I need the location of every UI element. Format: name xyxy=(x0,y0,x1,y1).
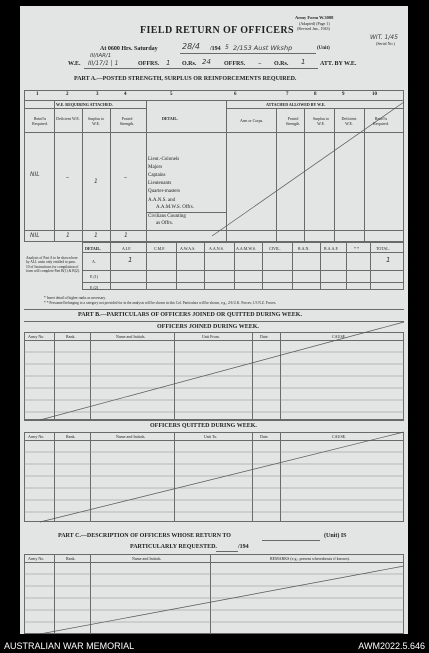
part-c-date-tail: /194 xyxy=(238,544,249,550)
detail-header: DETAIL. xyxy=(162,116,179,121)
part-c-unit-label: (Unit) IS xyxy=(324,533,347,539)
analysis-col-aamws: A.A.M.W.S. xyxy=(236,246,256,251)
ruling-and-diagonals xyxy=(20,6,408,634)
deficient-value: – xyxy=(66,174,69,181)
quitted-col-army-no: Army No. xyxy=(28,434,45,439)
col-number-8: 8 xyxy=(314,92,317,97)
subhead-deficient-right: Deficient W.E. xyxy=(341,116,357,126)
ors-value: 24 xyxy=(202,58,211,66)
joined-col-cause: CAUSE. xyxy=(332,334,347,339)
unit-value: 2/153 Aust Wkshp xyxy=(233,44,293,52)
subhead-surplus: Surplus to W.E. xyxy=(87,116,105,126)
analysis-col-aans: A.A.N.S. xyxy=(209,246,224,251)
quitted-col-cause: CAUSE. xyxy=(332,434,347,439)
quitted-col-date: Date. xyxy=(260,434,269,439)
we-value2: III/IAR/1 xyxy=(90,53,112,59)
joined-col-unit-from: Unit From. xyxy=(202,334,220,339)
posted-value: – xyxy=(124,174,127,181)
subhead-posted-strength: Posted Strength. xyxy=(119,116,135,126)
col-number-7: 7 xyxy=(286,92,289,97)
subhead-arm-corps: Arm or Corps. xyxy=(240,118,264,123)
part-c-col-rank: Rank. xyxy=(66,556,76,561)
joined-col-rank: Rank. xyxy=(66,334,76,339)
form-title: FIELD RETURN OF OFFICERS xyxy=(140,25,294,36)
col-number-9: 9 xyxy=(342,92,345,97)
subhead-surplus-right: Surplus to W.E. xyxy=(312,116,330,126)
form-sheet xyxy=(20,6,408,634)
part-a-title: PART A.—POSTED STRENGTH, SURPLUS OR REINFORCEMENTS REQUIRED. xyxy=(74,76,297,82)
footer-right: AWM2022.5.646 xyxy=(358,641,425,651)
quitted-col-rank: Rank. xyxy=(66,434,76,439)
rank-aamws: A.A.M.W.S. Offrs. xyxy=(156,205,194,210)
quitted-col-name: Name and Initials. xyxy=(116,434,146,439)
col-number-10: 10 xyxy=(372,92,377,97)
rank-aans: A.A.N.S. and xyxy=(148,198,176,203)
analysis-row-a: A. xyxy=(92,259,96,264)
part-c-col-remarks: REMARKS (e.g., present whereabouts if known). xyxy=(270,556,350,561)
analysis-col-other: * * xyxy=(354,246,359,251)
col-number-6: 6 xyxy=(234,92,237,97)
analysis-aif-value: 1 xyxy=(128,256,133,264)
part-c-col-army-no: Army No. xyxy=(28,556,45,561)
rank-majors: Majors xyxy=(148,165,163,170)
joined-col-date: Date. xyxy=(260,334,269,339)
analysis-row-e2: E (2) xyxy=(90,285,99,290)
analysis-col-aif: A.I.F. xyxy=(122,246,132,251)
we-requiring-header: W.E. REQUIRING ATTACHED. xyxy=(56,102,113,107)
joined-col-name: Name and Initials. xyxy=(116,334,146,339)
ors2-value: 1 xyxy=(301,58,306,66)
unit-label: (Unit) xyxy=(317,46,330,51)
analysis-col-awas: A.W.A.S. xyxy=(180,246,196,251)
footer-bar xyxy=(0,636,429,653)
total-surplus: 1 xyxy=(94,232,98,239)
subhead-deficient: Deficient W.E. xyxy=(56,116,80,121)
total-deficient: 1 xyxy=(66,232,70,239)
rank-lt-col: Lieut.-Colonels xyxy=(148,157,180,162)
serial-label: (Serial No.) xyxy=(376,41,395,46)
analysis-col-ran: R.A.N. xyxy=(298,246,310,251)
analysis-col-total: TOTAL. xyxy=(376,246,390,251)
footer-left: AUSTRALIAN WAR MEMORIAL xyxy=(4,641,135,651)
adapted-label: (Adapted) (Page 1) xyxy=(299,21,330,26)
total-nil: NIL xyxy=(30,232,40,239)
year-prefix: /194 xyxy=(210,46,221,52)
col-number-3: 3 xyxy=(96,92,99,97)
joined-title: OFFICERS JOINED DURING WEEK. xyxy=(157,324,259,330)
offrs2-value: – xyxy=(258,59,262,67)
part-c-title-2: PARTICULARLY REQUESTED. xyxy=(130,544,217,550)
analysis-total-value: 1 xyxy=(386,256,391,264)
serial-value: WIT. 1/45 xyxy=(370,34,398,41)
col-number-2: 2 xyxy=(66,92,69,97)
offrs2-label: OFFRS. xyxy=(224,61,246,67)
rank-lieutenants: Lieutenants xyxy=(148,181,172,186)
total-posted: 1 xyxy=(124,232,128,239)
rank-captains: Captains xyxy=(148,173,166,178)
attached-allowed-header: ATTACHED ALLOWED BY W.E. xyxy=(266,102,326,107)
joined-col-army-no: Army No. xyxy=(28,334,45,339)
rank-qm: Quarter-masters xyxy=(148,189,181,194)
analysis-col-civil: CIVIL. xyxy=(269,246,281,251)
part-c-title-1: PART C.—DESCRIPTION OF OFFICERS WHOSE RETURN TO xyxy=(58,533,231,539)
att-label: ATT. BY W.E. xyxy=(320,61,357,67)
analysis-col-raaf: R.A.A.F. xyxy=(324,246,339,251)
col-number-4: 4 xyxy=(124,92,127,97)
analysis-col-cmf: C.M.F. xyxy=(154,246,166,251)
col-number-1: 1 xyxy=(36,92,39,97)
subhead-reinf-required: Reinf'ts Required. xyxy=(32,116,48,126)
surplus-value: 1 xyxy=(94,178,98,185)
analysis-col-detail: DETAIL. xyxy=(85,246,102,251)
year-suffix: 5 xyxy=(225,44,229,51)
header-line1: At 0600 Hrs. Saturday xyxy=(100,46,158,52)
part-c-col-name: Name and Initials. xyxy=(132,556,162,561)
ors-label: O.Rs. xyxy=(182,61,197,67)
rank-civilians-2: as Offrs. xyxy=(156,221,174,226)
quitted-col-unit-to: Unit To. xyxy=(204,434,218,439)
analysis-row-e1: E (1) xyxy=(90,274,99,279)
rank-civilians: Civilians Counting xyxy=(148,214,186,219)
offrs-value: 1 xyxy=(166,59,171,67)
part-b-title: PART B.—PARTICULARS OF OFFICERS JOINED OR QUITTED DURING WEEK. xyxy=(78,312,302,318)
note-1: * Insert detail of higher ranks as necessary. xyxy=(44,296,106,300)
quitted-title: OFFICERS QUITTED DURING WEEK. xyxy=(150,423,257,429)
revised-label: (Revised Jan., 1943) xyxy=(297,26,330,31)
we-value: III/17/1 | 1 xyxy=(88,60,119,67)
col-number-5: 5 xyxy=(170,92,173,97)
offrs-label: OFFRS. xyxy=(138,61,160,67)
date-day: 28/4 xyxy=(182,42,200,51)
subhead-reinf-required-right: Reinf'ts Required. xyxy=(373,116,389,126)
reinf-nil: NIL xyxy=(30,171,40,178)
ors2-label: O.Rs. xyxy=(274,61,289,67)
we-label: W.E. xyxy=(68,61,81,67)
subhead-posted-strength-right: Posted Strength. xyxy=(285,116,301,126)
analysis-instructions: Analysis of Part A to be shown here by ALL units only entitled to para. 10 of Instructions for compilation of form will complete Part B(1) & B(2). xyxy=(26,256,80,273)
army-form-label: Army Form W.3008 xyxy=(295,15,334,20)
note-2: * * Personnel belonging to a category not provided for in the analysis will be shown in this Col. Particulars will be shown, e.g., 2/6 U.K. Forces; 1/3 N.Z. Forces. xyxy=(44,301,277,305)
